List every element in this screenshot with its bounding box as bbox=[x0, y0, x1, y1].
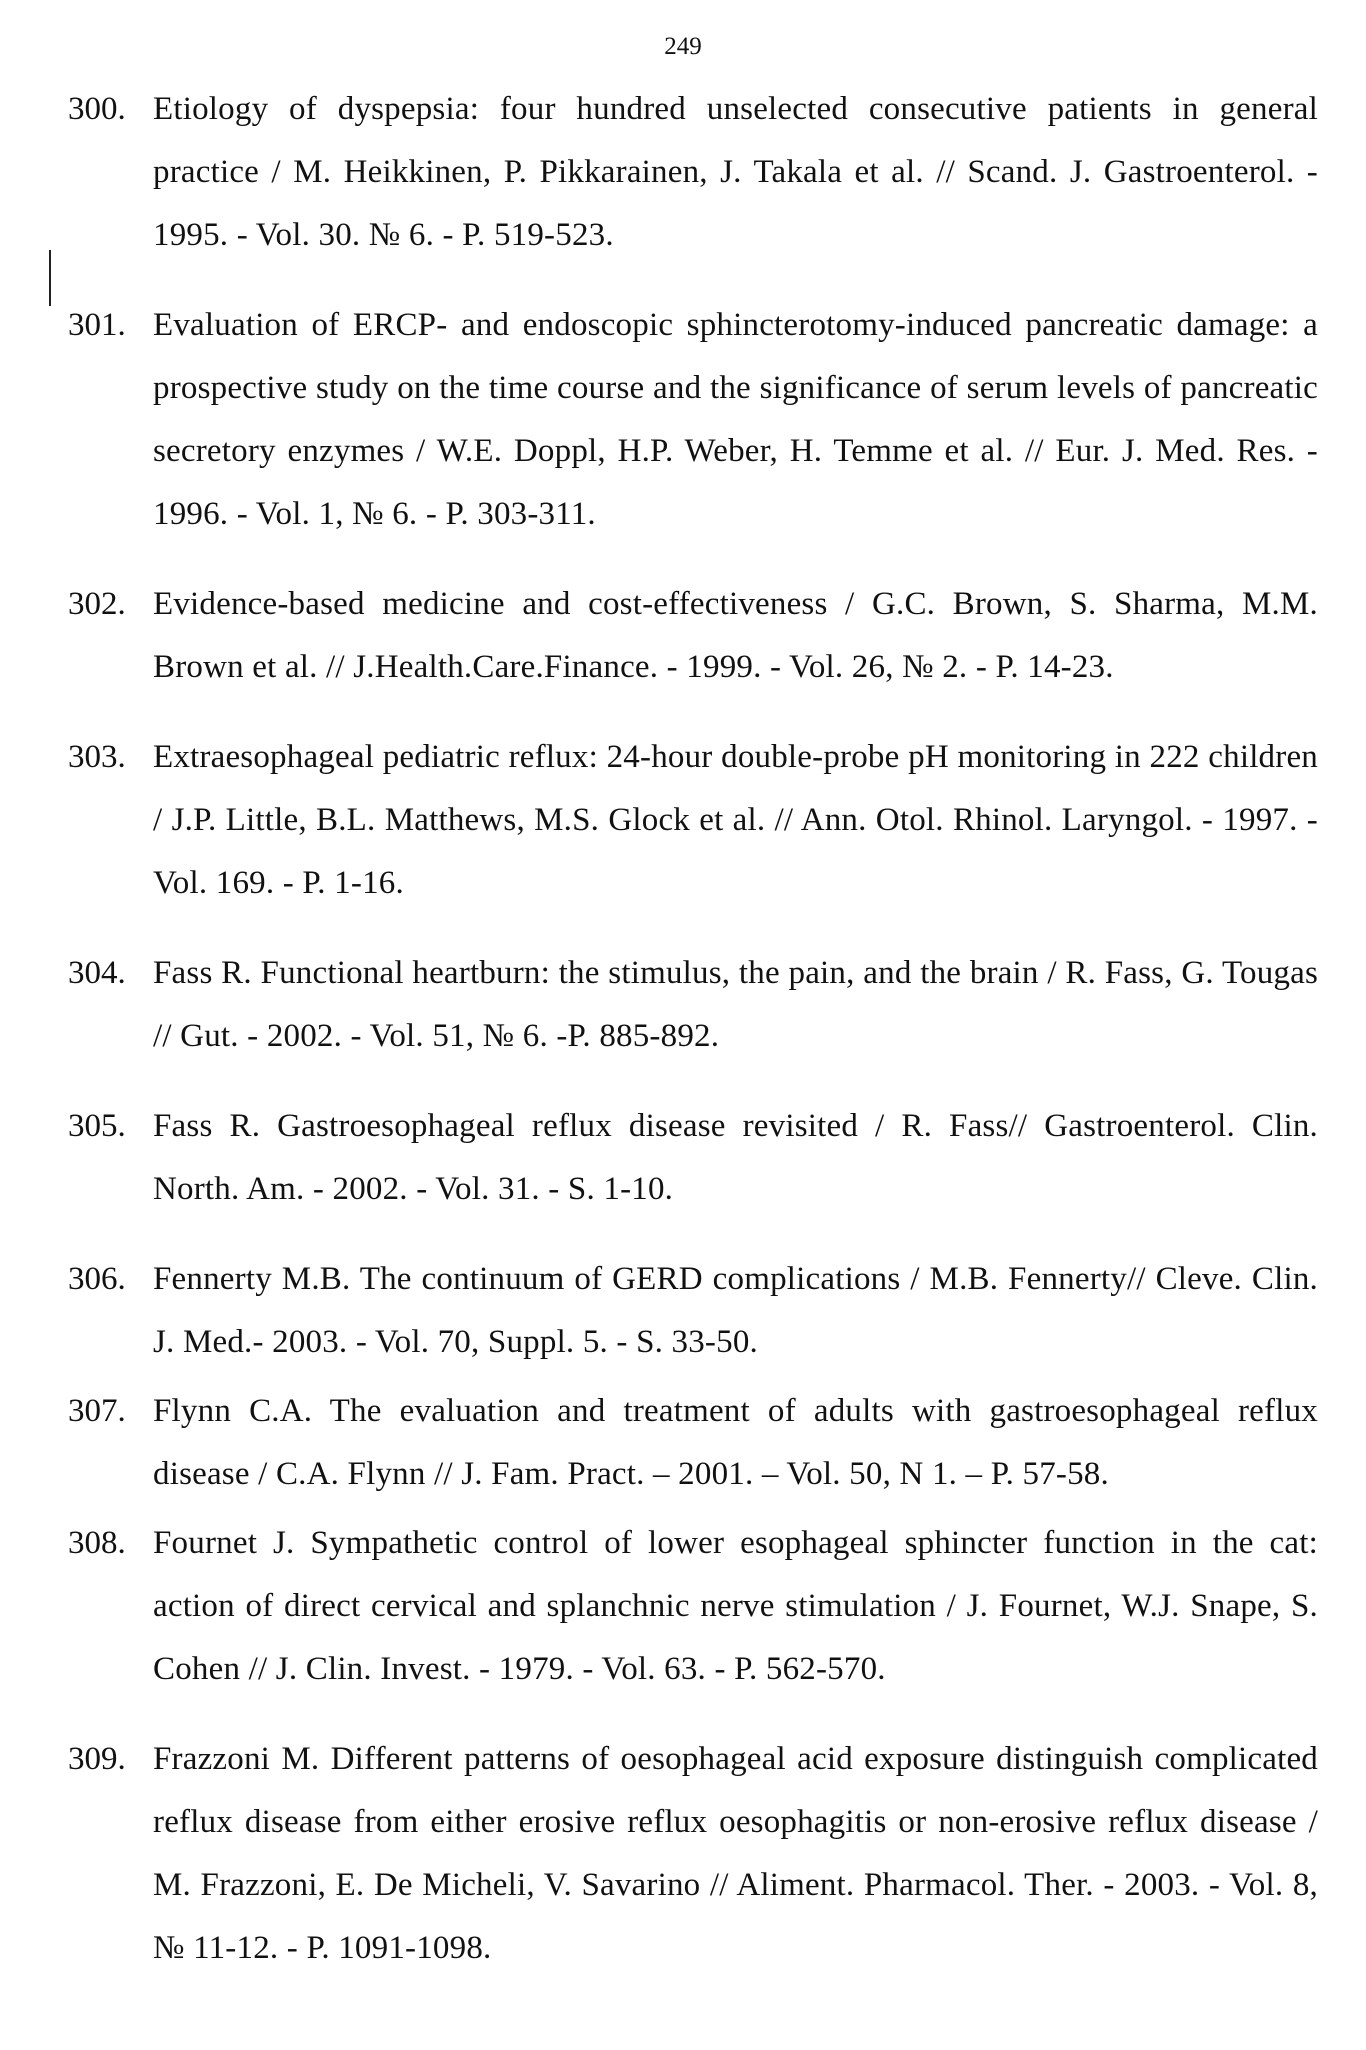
reference-item bbox=[68, 1728, 1318, 1980]
reference-number: 301. bbox=[68, 307, 126, 343]
reference-number: 306. bbox=[68, 1261, 126, 1297]
reference-text: Fennerty M.B. The continuum of GERD complications / M.B. Fennerty// Cleve. Clin. J. Med.- 2003. - Vol. 70, Suppl. 5. - S. 33-50. bbox=[153, 1261, 1318, 1360]
reference-text: Frazzoni M. Different patterns of oesophageal acid exposure distinguish complicated reflux disease from either erosive reflux oesophagitis or non-erosive reflux disease / M. Frazzoni, E. De Micheli, V. Savarino // Aliment. Pharmacol. Ther. - 2003. - Vol. 8, № 11-12. - P. 1091-1098. bbox=[153, 1741, 1318, 1966]
reference-number: 308. bbox=[68, 1525, 126, 1561]
reference-text: Extraesophageal pediatric reflux: 24-hour double-probe pH monitoring in 222 children / J.P. Little, B.L. Matthews, M.S. Glock et al. // Ann. Otol. Rhinol. Laryngol. - 1997. - Vol. 169. - P. 1-16. bbox=[153, 739, 1318, 901]
reference-number: 303. bbox=[68, 739, 126, 775]
reference-item bbox=[68, 78, 1318, 267]
reference-number: 300. bbox=[68, 91, 126, 127]
reference-number: 305. bbox=[68, 1108, 126, 1144]
margin-mark bbox=[49, 250, 51, 306]
reference-item bbox=[68, 1380, 1318, 1506]
page-number: 249 bbox=[664, 33, 702, 60]
reference-number: 309. bbox=[68, 1741, 126, 1777]
reference-number: 302. bbox=[68, 586, 126, 622]
reference-list bbox=[68, 78, 1318, 2007]
reference-text: Evidence-based medicine and cost-effectiveness / G.C. Brown, S. Sharma, M.M. Brown et al. // J.Health.Care.Finance. - 1999. - Vol. 26, № 2. - P. 14-23. bbox=[153, 586, 1318, 685]
reference-text: Fass R. Functional heartburn: the stimulus, the pain, and the brain / R. Fass, G. Tougas // Gut. - 2002. - Vol. 51, № 6. -P. 885-892. bbox=[153, 955, 1318, 1054]
reference-item bbox=[68, 1248, 1318, 1374]
reference-item bbox=[68, 1095, 1318, 1221]
reference-text: Evaluation of ERCP- and endoscopic sphincterotomy-induced pancreatic damage: a prospective study on the time course and the significance of serum levels of pancreatic secretory enzymes / W.E. Doppl, H.P. Weber, H. Temme et al. // Eur. J. Med. Res. - 1996. - Vol. 1, № 6. - P. 303-311. bbox=[153, 307, 1318, 532]
reference-item bbox=[68, 573, 1318, 699]
reference-item bbox=[68, 942, 1318, 1068]
reference-text: Fournet J. Sympathetic control of lower esophageal sphincter function in the cat: action of direct cervical and splanchnic nerve stimulation / J. Fournet, W.J. Snape, S. Cohen // J. Clin. Invest. - 1979. - Vol. 63. - P. 562-570. bbox=[153, 1525, 1318, 1687]
reference-number: 307. bbox=[68, 1393, 126, 1429]
reference-text: Etiology of dyspepsia: four hundred unselected consecutive patients in general practice / M. Heikkinen, P. Pikkarainen, J. Takala et al. // Scand. J. Gastroenterol. - 1995. - Vol. 30. № 6. - P. 519-523. bbox=[153, 91, 1318, 253]
reference-item bbox=[68, 1512, 1318, 1701]
reference-item bbox=[68, 726, 1318, 915]
reference-number: 304. bbox=[68, 955, 126, 991]
reference-text: Flynn C.A. The evaluation and treatment of adults with gastroesophageal reflux disease / C.A. Flynn // J. Fam. Pract. – 2001. – Vol. 50, N 1. – P. 57-58. bbox=[153, 1393, 1318, 1492]
reference-text: Fass R. Gastroesophageal reflux disease revisited / R. Fass// Gastroenterol. Clin. North. Am. - 2002. - Vol. 31. - S. 1-10. bbox=[153, 1108, 1318, 1207]
reference-item bbox=[68, 294, 1318, 546]
